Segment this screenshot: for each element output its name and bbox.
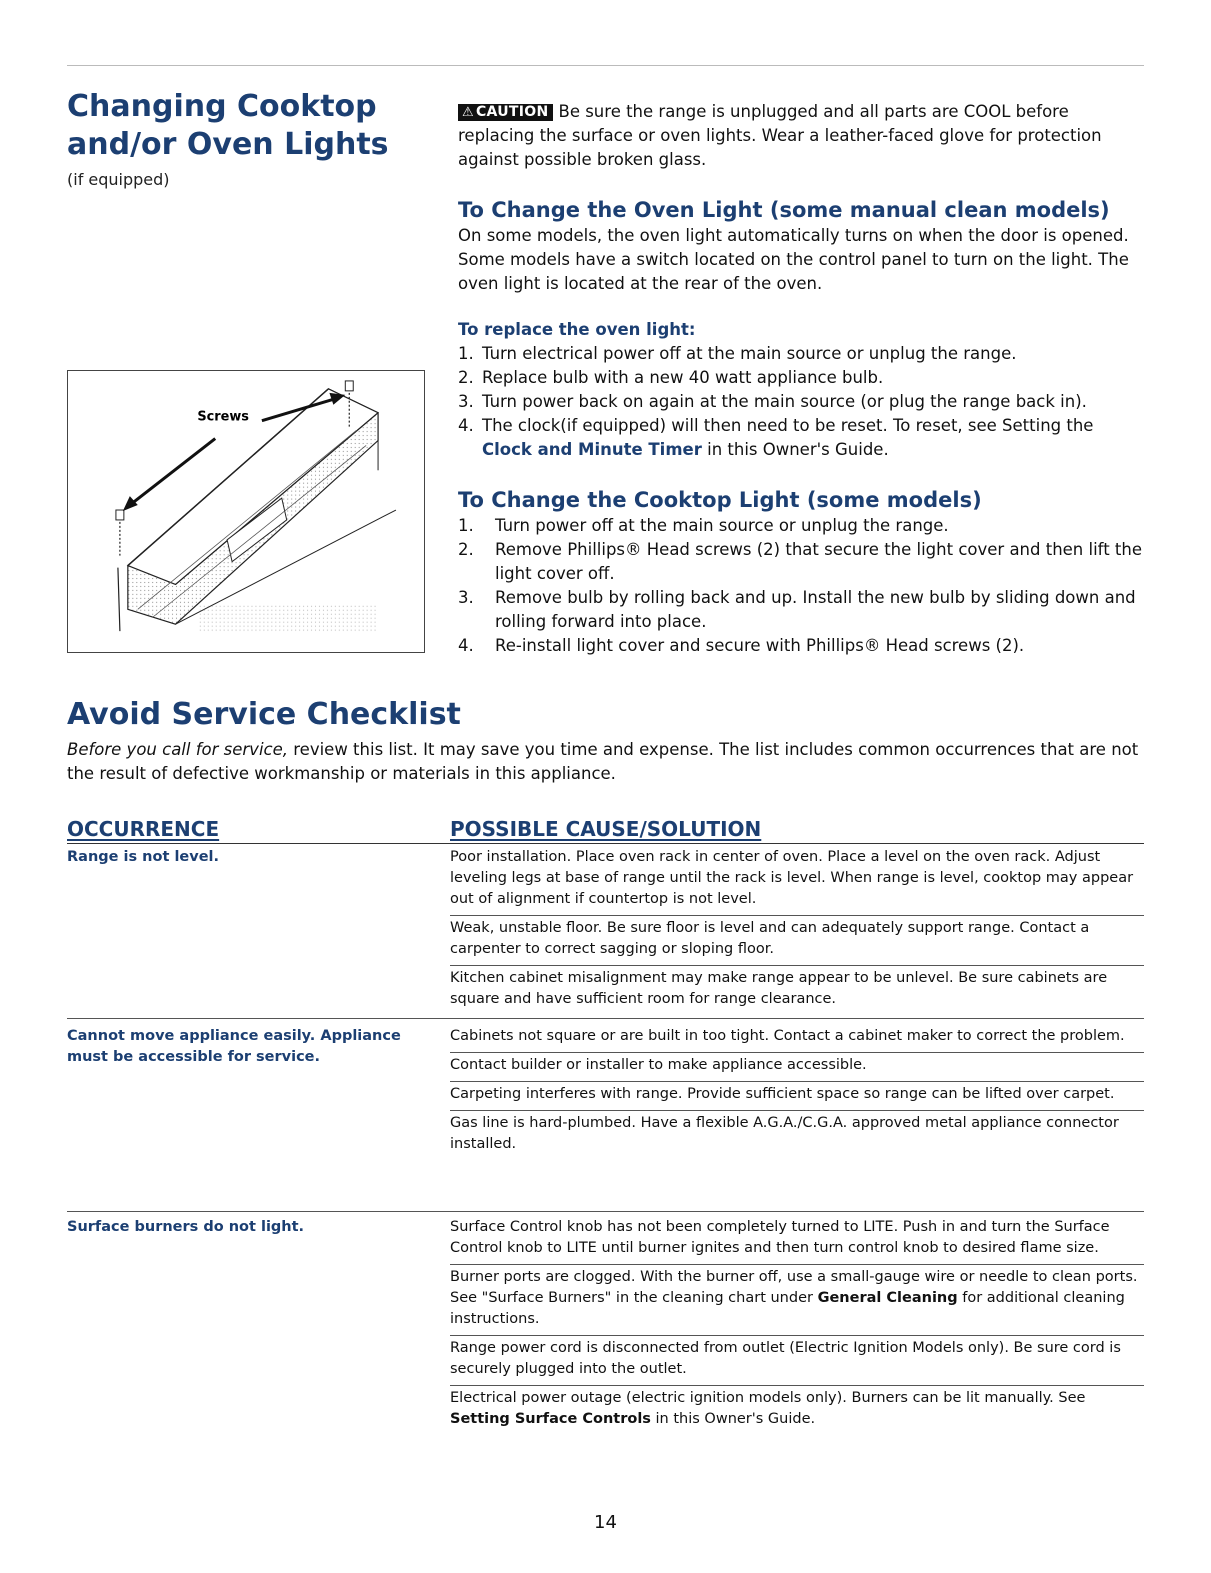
range-lights-figure bbox=[67, 370, 425, 653]
step-text-part: in this Owner's Guide. bbox=[701, 440, 889, 459]
lights-title-block bbox=[67, 88, 437, 189]
table-row bbox=[67, 1217, 1144, 1477]
cooktop-steps-list bbox=[458, 514, 1144, 658]
step-text: Replace bulb with a new 40 watt appliance bulb. bbox=[482, 368, 884, 387]
oven-light-intro: On some models, the oven light automatically turns on when the door is opened. Some models have a switch located on the control panel to turn on the light. The oven light is located at the rear of the oven. bbox=[458, 226, 1129, 293]
step-number: 2. bbox=[458, 540, 474, 559]
step-number: 3. bbox=[458, 392, 474, 411]
caution-label: CAUTION bbox=[475, 104, 549, 120]
cause-text-part: in this Owner's Guide. bbox=[650, 1411, 816, 1427]
cause-item bbox=[450, 1386, 1144, 1435]
table-row bbox=[67, 1026, 1144, 1212]
warning-icon: ⚠ bbox=[462, 105, 474, 120]
general-cleaning-reference: General Cleaning bbox=[817, 1290, 958, 1306]
lights-title-line2: and/or Oven Lights bbox=[67, 127, 389, 162]
step-text: Remove bulb by rolling back and up. Install the new bulb by sliding down and rolling forward into place. bbox=[495, 588, 1136, 631]
cause-item bbox=[450, 1265, 1144, 1336]
step-number: 3. bbox=[458, 588, 474, 607]
step-number: 2. bbox=[458, 368, 474, 387]
checklist-intro-rest: review this list. It may save you time and expense. The list includes common occurrences that are not the result of defective workmanship or materials in this appliance. bbox=[67, 740, 1139, 783]
replace-heading: To replace the oven light: bbox=[458, 320, 696, 339]
lights-title-line1: Changing Cooktop bbox=[67, 89, 377, 124]
column-header-occurrence: OCCURRENCE bbox=[67, 817, 220, 841]
occurrence-cell: Range is not level. bbox=[67, 849, 220, 865]
header-rule bbox=[67, 843, 1144, 844]
cause-cell bbox=[450, 1217, 1144, 1435]
cause-item: Range power cord is disconnected from outlet (Electric Ignition Models only). Be sure cord is securely plugged into the outlet. bbox=[450, 1336, 1144, 1386]
cause-item: Surface Control knob has not been completely turned to LITE. Push in and turn the Surface Control knob to LITE until burner ignites and then turn control knob to desired flame size. bbox=[450, 1217, 1144, 1265]
cause-text-part: for additional cleaning instructions. bbox=[450, 1290, 1125, 1327]
cause-cell bbox=[450, 847, 1144, 1015]
list-item bbox=[458, 514, 1144, 538]
row-rule bbox=[67, 1018, 1144, 1019]
caution-paragraph bbox=[458, 100, 1144, 172]
cause-item: Cabinets not square or are built in too tight. Contact a cabinet maker to correct the problem. bbox=[450, 1026, 1144, 1053]
screw-icon bbox=[116, 510, 124, 556]
oven-steps-list bbox=[458, 342, 1144, 462]
cause-cell bbox=[450, 1026, 1144, 1160]
list-item bbox=[458, 634, 1144, 658]
occurrence-cell: Cannot move appliance easily. Appliance must be accessible for service. bbox=[67, 1028, 401, 1065]
cause-item: Gas line is hard-plumbed. Have a flexible A.G.A./C.G.A. approved metal appliance connector installed. bbox=[450, 1115, 1119, 1152]
step-number: 1. bbox=[458, 344, 474, 363]
list-item bbox=[458, 586, 1144, 634]
clock-timer-reference: Clock and Minute Timer bbox=[482, 440, 702, 459]
cause-item: Weak, unstable floor. Be sure floor is level and can adequately support range. Contact a carpenter to correct sagging or sloping floor. bbox=[450, 916, 1144, 966]
list-item bbox=[458, 538, 1144, 586]
row-rule bbox=[67, 1211, 1144, 1212]
cause-item: Contact builder or installer to make appliance accessible. bbox=[450, 1053, 1144, 1082]
step-number: 1. bbox=[458, 516, 474, 535]
step-number: 4. bbox=[458, 416, 474, 435]
table-row bbox=[67, 847, 1144, 1019]
list-item bbox=[458, 414, 1144, 462]
top-rule bbox=[67, 65, 1144, 66]
step-text: Turn power back on again at the main source (or plug the range back in). bbox=[482, 392, 1087, 411]
list-item bbox=[458, 390, 1144, 414]
figure-label-screws: Screws bbox=[197, 409, 249, 425]
cause-text-part: Burner ports are clogged. With the burner off, use a small-gauge wire or needle to clean ports. See "Surface Burners" in the cleaning chart under bbox=[450, 1269, 1138, 1306]
step-text: Turn electrical power off at the main source or unplug the range. bbox=[482, 344, 1017, 363]
step-text: Remove Phillips® Head screws (2) that secure the light cover and then lift the light cover off. bbox=[495, 540, 1142, 583]
lights-subtitle: (if equipped) bbox=[67, 170, 170, 189]
checklist-title: Avoid Service Checklist bbox=[67, 697, 461, 732]
caution-text: Be sure the range is unplugged and all parts are COOL before replacing the surface or oven lights. Wear a leather-faced glove for protection against possible broken glass. bbox=[458, 102, 1102, 169]
step-text: Re-install light cover and secure with Phillips® Head screws (2). bbox=[495, 636, 1025, 655]
checklist-intro-italic: Before you call for service, bbox=[67, 740, 288, 759]
cause-item: Kitchen cabinet misalignment may make range appear to be unlevel. Be sure cabinets are square and have sufficient room for range clearance. bbox=[450, 970, 1108, 1007]
cause-item: Poor installation. Place oven rack in center of oven. Place a level on the oven rack. Adjust leveling legs at base of range until the rack is level. When range is level, cooktop may appear out of alignment if countertop is not level. bbox=[450, 847, 1144, 916]
cooktop-light-heading: To Change the Cooktop Light (some models) bbox=[458, 488, 982, 512]
range-illustration bbox=[68, 371, 424, 652]
replace-oven-light bbox=[458, 318, 1144, 462]
cause-item: Carpeting interferes with range. Provide sufficient space so range can be lifted over carpet. bbox=[450, 1082, 1144, 1111]
checklist-intro bbox=[67, 738, 1144, 786]
step-text bbox=[482, 414, 1144, 462]
checklist-header bbox=[67, 696, 1144, 786]
list-item bbox=[458, 342, 1144, 366]
page-number: 14 bbox=[594, 1512, 617, 1533]
step-text: Turn power off at the main source or unplug the range. bbox=[495, 516, 949, 535]
list-item bbox=[458, 366, 1144, 390]
cause-text-part: Electrical power outage (electric ignition models only). Burners can be lit manually. See bbox=[450, 1390, 1086, 1406]
surface-controls-reference: Setting Surface Controls bbox=[450, 1411, 651, 1427]
step-number: 4. bbox=[458, 636, 474, 655]
column-header-cause: POSSIBLE CAUSE/SOLUTION bbox=[450, 817, 762, 841]
occurrence-cell: Surface burners do not light. bbox=[67, 1219, 305, 1235]
oven-light-heading: To Change the Oven Light (some manual clean models) bbox=[458, 198, 1110, 222]
oven-light-section bbox=[458, 196, 1144, 296]
caution-badge bbox=[458, 104, 553, 121]
step-text-part: The clock(if equipped) will then need to be reset. To reset, see Setting the bbox=[482, 416, 1094, 435]
cooktop-light-section bbox=[458, 486, 1144, 658]
